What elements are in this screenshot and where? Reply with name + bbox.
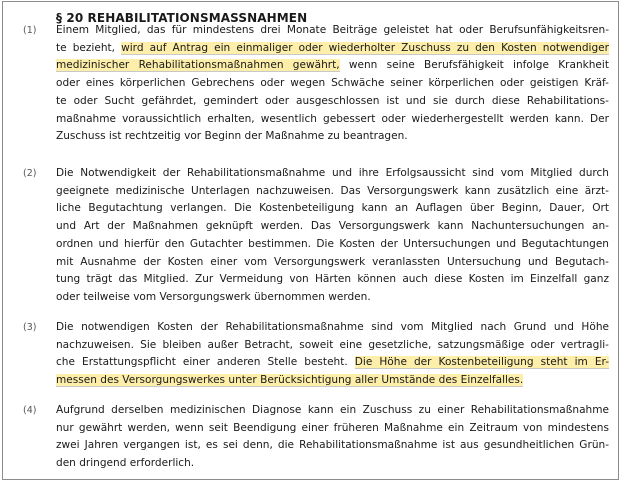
text-line bbox=[56, 437, 609, 455]
text-line bbox=[56, 402, 609, 420]
section-heading: § 20 REHABILITATIONSMASSNAHMEN bbox=[56, 11, 308, 25]
text-line bbox=[56, 218, 609, 236]
text-line bbox=[56, 455, 609, 473]
text-line bbox=[56, 372, 609, 390]
paragraph-number: (3) bbox=[23, 322, 37, 333]
text-segment: mit Ausnahme der Kosten einer vom Versorgungswerk veranlassten Untersuchung und Begutach- bbox=[56, 255, 609, 268]
paragraph-text bbox=[56, 165, 609, 307]
text-segment: nachzuweisen. Sie bleiben außer Betracht, soweit eine gesetzliche, satzungsmäßige oder vertragli- bbox=[56, 338, 609, 351]
text-segment: Zuschuss ist rechtzeitig vor Beginn der Maßnahme zu beantragen. bbox=[56, 130, 408, 143]
text-segment: zwei Jahren vergangen ist, es sei denn, die Rehabilitationsmaßnahme ist aus gesundheitlichen Grün- bbox=[56, 439, 609, 452]
text-line bbox=[56, 22, 609, 40]
text-segment: te bezieht, bbox=[56, 41, 122, 54]
text-segment: den dringend erforderlich. bbox=[56, 457, 195, 470]
text-segment: oder eines körperlichen Gebrechens oder wegen Schwäche seiner körperlichen oder geistigen Kräf- bbox=[56, 77, 609, 90]
text-line bbox=[56, 420, 609, 438]
text-line bbox=[56, 93, 609, 111]
text-line bbox=[56, 289, 609, 307]
highlighted-text: messen des Versorgungswerkes unter Berücksichtigung aller Umstände des Einzelfalles. bbox=[56, 374, 524, 387]
text-segment: Die notwendigen Kosten der Rehabilitationsmaßnahme sind vom Mitglied nach Grund und Höhe bbox=[56, 321, 609, 333]
text-segment: te oder Sucht gefährdet, gemindert oder ausgeschlossen ist und sie durch diese Rehabilitations- bbox=[56, 94, 609, 107]
text-line bbox=[56, 354, 609, 372]
text-segment: maßnahme voraussichtlich erhalten, wesentlich gebessert oder wiederhergestellt werden kann. Der bbox=[56, 112, 609, 125]
text-segment: Die Notwendigkeit der Rehabilitationsmaßnahme und ihre Erfolgsaussicht sind vom Mitglied durch bbox=[56, 167, 609, 179]
text-segment: geeignete medizinische Unterlagen nachzuweisen. Das Versorgungswerk kann zusätzlich eine ärzt- bbox=[56, 184, 609, 197]
text-line bbox=[56, 40, 609, 58]
text-line bbox=[56, 254, 609, 272]
highlighted-text: medizinischer Rehabilitationsmaßnahmen gewährt, bbox=[56, 59, 340, 72]
highlighted-text: Die Höhe der Kostenbeteiligung steht im Er- bbox=[354, 356, 609, 369]
text-segment: Einem Mitglied, das für mindestens drei Monate Beiträge geleistet hat oder Berufsunfähigkeitsren- bbox=[56, 24, 609, 36]
paragraph-text bbox=[56, 22, 609, 146]
text-segment: und Art der Maßnahmen geknüpft werden. Das Versorgungswerk kann Nachuntersuchungen an- bbox=[56, 220, 609, 233]
text-line bbox=[56, 75, 609, 93]
document-frame bbox=[2, 1, 619, 480]
text-segment: wenn seine Berufsfähigkeit infolge Krankheit bbox=[339, 59, 609, 72]
text-line bbox=[56, 183, 609, 201]
text-line bbox=[56, 337, 609, 355]
text-segment: oder teilweise vom Versorgungswerk übernommen werden. bbox=[56, 290, 371, 303]
text-segment: Aufgrund derselben medizinischen Diagnose kann ein Zuschuss zu einer Rehabilitationsmaßnahme bbox=[56, 404, 609, 416]
text-segment: che Erstattungspflicht einer anderen Stelle besteht. bbox=[56, 356, 355, 369]
paragraph-text bbox=[56, 319, 609, 390]
text-line bbox=[56, 236, 609, 254]
paragraph-number: (1) bbox=[23, 25, 37, 36]
text-line bbox=[56, 57, 609, 75]
text-segment: ordnen und hierfür den Gutachter bestimmen. Die Kosten der Untersuchungen und Begutachtungen bbox=[56, 237, 609, 250]
highlighted-text: wird auf Antrag ein einmaliger oder wiederholter Zuschuss zu den Kosten notwendiger bbox=[121, 41, 610, 54]
text-segment: tung trägt das Mitglied. Zur Vermeidung von Härten können auch diese Kosten im Einzelfall ganz bbox=[56, 273, 609, 286]
text-line bbox=[56, 128, 609, 146]
paragraph-number: (4) bbox=[23, 405, 37, 416]
paragraph-number: (2) bbox=[23, 168, 37, 179]
text-line bbox=[56, 271, 609, 289]
paragraph-text bbox=[56, 402, 609, 473]
text-line bbox=[56, 165, 609, 183]
text-line bbox=[56, 200, 609, 218]
text-line bbox=[56, 319, 609, 337]
text-line bbox=[56, 111, 609, 129]
text-segment: liche Begutachtung verlangen. Die Kostenbeteiligung kann an Auflagen über Beginn, Dauer, Ort bbox=[56, 202, 609, 215]
text-segment: nur gewährt werden, wenn seit Beendigung einer früheren Maßnahme ein Zeitraum von mindestens bbox=[56, 421, 609, 434]
